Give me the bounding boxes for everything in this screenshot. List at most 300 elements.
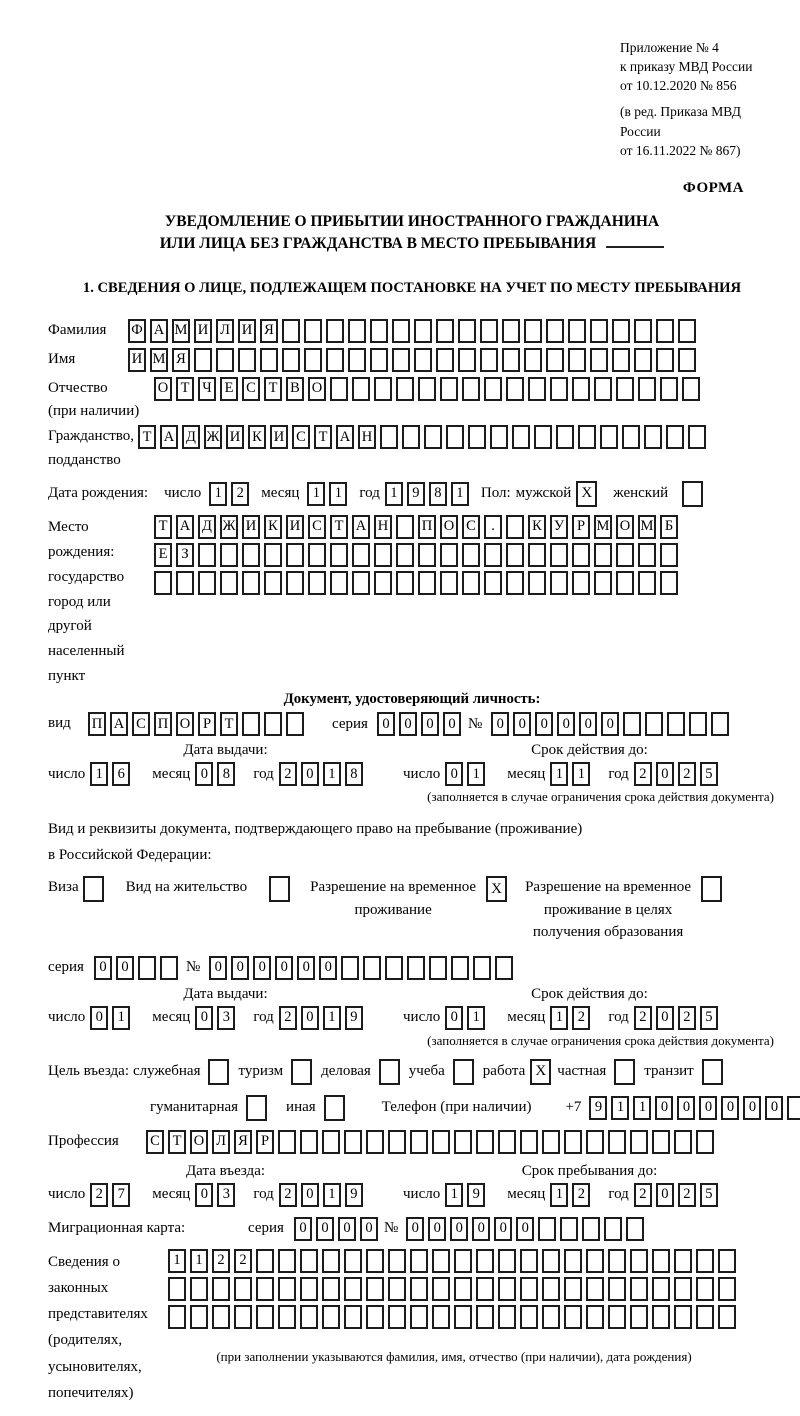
char-cell[interactable] xyxy=(462,543,480,567)
char-cell[interactable]: 0 xyxy=(450,1217,468,1241)
char-cell[interactable]: И xyxy=(270,425,288,449)
char-cell[interactable] xyxy=(344,1130,362,1154)
char-cell[interactable] xyxy=(322,1249,340,1273)
char-cell[interactable] xyxy=(495,956,513,980)
char-cell[interactable] xyxy=(374,377,392,401)
char-cell[interactable]: 8 xyxy=(217,762,235,786)
char-cell[interactable] xyxy=(462,377,480,401)
char-cell[interactable] xyxy=(718,1305,736,1329)
char-cell[interactable]: 0 xyxy=(765,1096,783,1120)
char-cell[interactable] xyxy=(542,1277,560,1301)
char-cell[interactable]: И xyxy=(226,425,244,449)
char-cell[interactable] xyxy=(674,1305,692,1329)
char-cell[interactable] xyxy=(414,319,432,343)
char-cell[interactable]: 1 xyxy=(451,482,469,506)
char-cell[interactable] xyxy=(216,348,234,372)
surname-cells[interactable] xyxy=(128,319,700,343)
char-cell[interactable] xyxy=(696,1305,714,1329)
char-cell[interactable] xyxy=(454,1130,472,1154)
char-cell[interactable] xyxy=(498,1305,516,1329)
char-cell[interactable] xyxy=(326,348,344,372)
char-cell[interactable] xyxy=(622,425,640,449)
char-cell[interactable]: 3 xyxy=(217,1006,235,1030)
char-cell[interactable] xyxy=(385,956,403,980)
char-cell[interactable] xyxy=(242,543,260,567)
char-cell[interactable] xyxy=(344,1277,362,1301)
char-cell[interactable] xyxy=(608,1305,626,1329)
doc-issue-month-cells[interactable] xyxy=(195,762,239,786)
char-cell[interactable]: 0 xyxy=(535,712,553,736)
char-cell[interactable] xyxy=(168,1305,186,1329)
char-cell[interactable]: И xyxy=(286,515,304,539)
char-cell[interactable] xyxy=(308,571,326,595)
char-cell[interactable] xyxy=(674,1277,692,1301)
char-cell[interactable]: Ф xyxy=(128,319,146,343)
char-cell[interactable]: 0 xyxy=(399,712,417,736)
char-cell[interactable]: 0 xyxy=(377,712,395,736)
char-cell[interactable] xyxy=(550,571,568,595)
char-cell[interactable] xyxy=(256,1249,274,1273)
char-cell[interactable] xyxy=(696,1277,714,1301)
char-cell[interactable]: Ч xyxy=(198,377,216,401)
char-cell[interactable]: И xyxy=(242,515,260,539)
purpose-business-checkbox[interactable] xyxy=(379,1059,400,1085)
char-cell[interactable] xyxy=(608,1277,626,1301)
char-cell[interactable]: С xyxy=(462,515,480,539)
char-cell[interactable] xyxy=(363,956,381,980)
char-cell[interactable] xyxy=(667,712,685,736)
char-cell[interactable] xyxy=(512,425,530,449)
char-cell[interactable] xyxy=(711,712,729,736)
char-cell[interactable] xyxy=(451,956,469,980)
sex-female-checkbox[interactable] xyxy=(682,481,703,507)
char-cell[interactable] xyxy=(348,319,366,343)
char-cell[interactable] xyxy=(212,1305,230,1329)
char-cell[interactable] xyxy=(388,1249,406,1273)
char-cell[interactable]: 0 xyxy=(360,1217,378,1241)
purpose-study-checkbox[interactable] xyxy=(453,1059,474,1085)
representatives-row3-cells[interactable] xyxy=(168,1305,740,1329)
char-cell[interactable] xyxy=(138,956,156,980)
char-cell[interactable]: О xyxy=(616,515,634,539)
char-cell[interactable]: 0 xyxy=(579,712,597,736)
birth-place-row3-cells[interactable] xyxy=(154,571,682,595)
rvp-number-cells[interactable] xyxy=(209,956,517,980)
char-cell[interactable]: Е xyxy=(154,543,172,567)
char-cell[interactable]: 0 xyxy=(195,1183,213,1207)
char-cell[interactable]: Ж xyxy=(204,425,222,449)
char-cell[interactable]: 1 xyxy=(572,762,590,786)
migration-number-cells[interactable] xyxy=(406,1217,648,1241)
char-cell[interactable] xyxy=(604,1217,622,1241)
char-cell[interactable]: 1 xyxy=(467,762,485,786)
char-cell[interactable]: К xyxy=(528,515,546,539)
char-cell[interactable] xyxy=(476,1305,494,1329)
char-cell[interactable] xyxy=(678,348,696,372)
char-cell[interactable] xyxy=(586,1130,604,1154)
char-cell[interactable]: Е xyxy=(220,377,238,401)
birth-place-row2-cells[interactable] xyxy=(154,543,682,567)
char-cell[interactable]: 0 xyxy=(743,1096,761,1120)
sex-male-checkbox[interactable]: X xyxy=(576,481,597,507)
char-cell[interactable]: М xyxy=(638,515,656,539)
char-cell[interactable] xyxy=(538,1217,556,1241)
char-cell[interactable] xyxy=(432,1249,450,1273)
char-cell[interactable] xyxy=(718,1277,736,1301)
char-cell[interactable] xyxy=(440,571,458,595)
char-cell[interactable]: О xyxy=(154,377,172,401)
char-cell[interactable] xyxy=(564,1305,582,1329)
char-cell[interactable] xyxy=(154,571,172,595)
char-cell[interactable]: 0 xyxy=(338,1217,356,1241)
char-cell[interactable] xyxy=(341,956,359,980)
char-cell[interactable] xyxy=(392,319,410,343)
char-cell[interactable]: С xyxy=(292,425,310,449)
char-cell[interactable]: 9 xyxy=(589,1096,607,1120)
char-cell[interactable] xyxy=(546,348,564,372)
char-cell[interactable]: А xyxy=(160,425,178,449)
char-cell[interactable] xyxy=(616,571,634,595)
char-cell[interactable] xyxy=(652,1249,670,1273)
char-cell[interactable]: И xyxy=(194,319,212,343)
char-cell[interactable]: 0 xyxy=(513,712,531,736)
char-cell[interactable] xyxy=(586,1249,604,1273)
char-cell[interactable] xyxy=(304,348,322,372)
char-cell[interactable] xyxy=(674,1130,692,1154)
char-cell[interactable] xyxy=(168,1277,186,1301)
char-cell[interactable]: А xyxy=(336,425,354,449)
rvp-issue-day-cells[interactable] xyxy=(90,1006,134,1030)
char-cell[interactable] xyxy=(568,348,586,372)
char-cell[interactable] xyxy=(366,1305,384,1329)
char-cell[interactable] xyxy=(638,377,656,401)
char-cell[interactable]: 1 xyxy=(385,482,403,506)
char-cell[interactable] xyxy=(520,1249,538,1273)
char-cell[interactable] xyxy=(256,1277,274,1301)
char-cell[interactable] xyxy=(330,377,348,401)
char-cell[interactable]: 7 xyxy=(112,1183,130,1207)
char-cell[interactable] xyxy=(352,377,370,401)
char-cell[interactable] xyxy=(564,1249,582,1273)
char-cell[interactable]: 0 xyxy=(319,956,337,980)
char-cell[interactable] xyxy=(718,1249,736,1273)
char-cell[interactable] xyxy=(344,1249,362,1273)
char-cell[interactable]: П xyxy=(418,515,436,539)
char-cell[interactable]: 1 xyxy=(323,762,341,786)
char-cell[interactable] xyxy=(366,1277,384,1301)
char-cell[interactable]: 0 xyxy=(443,712,461,736)
char-cell[interactable]: Ж xyxy=(220,515,238,539)
char-cell[interactable] xyxy=(480,348,498,372)
char-cell[interactable] xyxy=(198,543,216,567)
char-cell[interactable] xyxy=(480,319,498,343)
char-cell[interactable] xyxy=(506,515,524,539)
char-cell[interactable]: 9 xyxy=(407,482,425,506)
char-cell[interactable] xyxy=(572,543,590,567)
char-cell[interactable] xyxy=(572,377,590,401)
char-cell[interactable] xyxy=(440,377,458,401)
char-cell[interactable]: И xyxy=(238,319,256,343)
char-cell[interactable] xyxy=(634,319,652,343)
char-cell[interactable]: Т xyxy=(314,425,332,449)
char-cell[interactable] xyxy=(440,543,458,567)
char-cell[interactable] xyxy=(578,425,596,449)
char-cell[interactable]: Т xyxy=(330,515,348,539)
char-cell[interactable] xyxy=(454,1305,472,1329)
char-cell[interactable] xyxy=(278,1305,296,1329)
char-cell[interactable] xyxy=(220,543,238,567)
char-cell[interactable]: 2 xyxy=(279,1006,297,1030)
entry-year-cells[interactable] xyxy=(279,1183,367,1207)
char-cell[interactable] xyxy=(300,1277,318,1301)
char-cell[interactable] xyxy=(278,1249,296,1273)
char-cell[interactable]: Я xyxy=(234,1130,252,1154)
char-cell[interactable]: 0 xyxy=(301,1183,319,1207)
char-cell[interactable]: С xyxy=(146,1130,164,1154)
char-cell[interactable]: 6 xyxy=(112,762,130,786)
char-cell[interactable] xyxy=(787,1096,800,1120)
char-cell[interactable] xyxy=(352,543,370,567)
char-cell[interactable]: 0 xyxy=(655,1096,673,1120)
char-cell[interactable] xyxy=(432,1277,450,1301)
char-cell[interactable] xyxy=(194,348,212,372)
char-cell[interactable]: 0 xyxy=(316,1217,334,1241)
char-cell[interactable]: Т xyxy=(220,712,238,736)
char-cell[interactable]: 0 xyxy=(557,712,575,736)
char-cell[interactable]: 0 xyxy=(516,1217,534,1241)
char-cell[interactable] xyxy=(396,543,414,567)
char-cell[interactable]: 1 xyxy=(550,762,568,786)
char-cell[interactable] xyxy=(550,543,568,567)
char-cell[interactable] xyxy=(370,348,388,372)
char-cell[interactable] xyxy=(458,348,476,372)
char-cell[interactable]: 0 xyxy=(116,956,134,980)
char-cell[interactable]: Н xyxy=(374,515,392,539)
birth-year-cells[interactable] xyxy=(385,482,473,506)
char-cell[interactable] xyxy=(689,712,707,736)
char-cell[interactable]: Т xyxy=(264,377,282,401)
char-cell[interactable] xyxy=(594,543,612,567)
char-cell[interactable]: 5 xyxy=(700,762,718,786)
char-cell[interactable]: Д xyxy=(198,515,216,539)
char-cell[interactable] xyxy=(212,1277,230,1301)
representatives-row2-cells[interactable] xyxy=(168,1277,740,1301)
char-cell[interactable] xyxy=(344,1305,362,1329)
char-cell[interactable] xyxy=(392,348,410,372)
char-cell[interactable] xyxy=(454,1249,472,1273)
char-cell[interactable] xyxy=(594,377,612,401)
char-cell[interactable]: . xyxy=(484,515,502,539)
char-cell[interactable] xyxy=(286,543,304,567)
char-cell[interactable]: 0 xyxy=(494,1217,512,1241)
stay-day-cells[interactable] xyxy=(445,1183,489,1207)
char-cell[interactable] xyxy=(572,571,590,595)
char-cell[interactable]: 9 xyxy=(345,1006,363,1030)
rvp-valid-year-cells[interactable] xyxy=(634,1006,722,1030)
char-cell[interactable]: 0 xyxy=(656,1183,674,1207)
char-cell[interactable]: 0 xyxy=(445,1006,463,1030)
char-cell[interactable] xyxy=(612,319,630,343)
char-cell[interactable]: 0 xyxy=(445,762,463,786)
rvp-issue-month-cells[interactable] xyxy=(195,1006,239,1030)
doc-valid-day-cells[interactable] xyxy=(445,762,489,786)
char-cell[interactable] xyxy=(418,377,436,401)
char-cell[interactable] xyxy=(432,1305,450,1329)
char-cell[interactable] xyxy=(630,1277,648,1301)
char-cell[interactable]: 1 xyxy=(633,1096,651,1120)
char-cell[interactable]: 0 xyxy=(231,956,249,980)
char-cell[interactable] xyxy=(176,571,194,595)
char-cell[interactable] xyxy=(429,956,447,980)
char-cell[interactable]: 9 xyxy=(345,1183,363,1207)
char-cell[interactable] xyxy=(630,1130,648,1154)
rvp-seriya-cells[interactable] xyxy=(94,956,182,980)
char-cell[interactable]: Б xyxy=(660,515,678,539)
char-cell[interactable] xyxy=(322,1277,340,1301)
char-cell[interactable] xyxy=(550,377,568,401)
char-cell[interactable] xyxy=(304,319,322,343)
rvp-valid-month-cells[interactable] xyxy=(550,1006,594,1030)
char-cell[interactable]: Я xyxy=(172,348,190,372)
char-cell[interactable] xyxy=(682,377,700,401)
char-cell[interactable] xyxy=(674,1249,692,1273)
representatives-row1-cells[interactable] xyxy=(168,1249,740,1273)
char-cell[interactable] xyxy=(260,348,278,372)
char-cell[interactable] xyxy=(468,425,486,449)
char-cell[interactable]: Р xyxy=(572,515,590,539)
char-cell[interactable] xyxy=(534,425,552,449)
char-cell[interactable]: 2 xyxy=(678,1006,696,1030)
char-cell[interactable] xyxy=(424,425,442,449)
char-cell[interactable] xyxy=(608,1130,626,1154)
char-cell[interactable] xyxy=(242,712,260,736)
char-cell[interactable] xyxy=(520,1277,538,1301)
char-cell[interactable]: П xyxy=(154,712,172,736)
char-cell[interactable] xyxy=(626,1217,644,1241)
char-cell[interactable]: А xyxy=(176,515,194,539)
birth-month-cells[interactable] xyxy=(307,482,351,506)
doc-valid-month-cells[interactable] xyxy=(550,762,594,786)
purpose-private-checkbox[interactable] xyxy=(614,1059,635,1085)
char-cell[interactable] xyxy=(198,571,216,595)
char-cell[interactable] xyxy=(506,571,524,595)
char-cell[interactable]: О xyxy=(440,515,458,539)
char-cell[interactable] xyxy=(190,1305,208,1329)
char-cell[interactable] xyxy=(388,1305,406,1329)
char-cell[interactable] xyxy=(322,1305,340,1329)
char-cell[interactable] xyxy=(278,1130,296,1154)
char-cell[interactable]: 0 xyxy=(275,956,293,980)
phone-cells[interactable] xyxy=(589,1096,800,1120)
rvp-valid-day-cells[interactable] xyxy=(445,1006,489,1030)
char-cell[interactable] xyxy=(528,571,546,595)
char-cell[interactable] xyxy=(612,348,630,372)
char-cell[interactable]: 0 xyxy=(491,712,509,736)
char-cell[interactable] xyxy=(660,543,678,567)
char-cell[interactable]: 9 xyxy=(467,1183,485,1207)
char-cell[interactable] xyxy=(234,1305,252,1329)
temporary-residence-education-checkbox[interactable] xyxy=(701,876,722,902)
char-cell[interactable]: 1 xyxy=(90,762,108,786)
char-cell[interactable] xyxy=(688,425,706,449)
char-cell[interactable]: 0 xyxy=(297,956,315,980)
char-cell[interactable] xyxy=(366,1130,384,1154)
char-cell[interactable] xyxy=(476,1277,494,1301)
char-cell[interactable]: 2 xyxy=(634,1183,652,1207)
char-cell[interactable]: 2 xyxy=(234,1249,252,1273)
char-cell[interactable] xyxy=(678,319,696,343)
char-cell[interactable] xyxy=(524,319,542,343)
char-cell[interactable] xyxy=(256,1305,274,1329)
char-cell[interactable] xyxy=(652,1130,670,1154)
char-cell[interactable] xyxy=(564,1130,582,1154)
char-cell[interactable]: 1 xyxy=(323,1183,341,1207)
doc-valid-year-cells[interactable] xyxy=(634,762,722,786)
char-cell[interactable] xyxy=(638,571,656,595)
char-cell[interactable] xyxy=(600,425,618,449)
char-cell[interactable] xyxy=(645,712,663,736)
char-cell[interactable]: Р xyxy=(198,712,216,736)
char-cell[interactable] xyxy=(608,1249,626,1273)
char-cell[interactable] xyxy=(436,319,454,343)
char-cell[interactable] xyxy=(542,1305,560,1329)
char-cell[interactable]: 0 xyxy=(406,1217,424,1241)
char-cell[interactable] xyxy=(454,1277,472,1301)
char-cell[interactable] xyxy=(282,348,300,372)
char-cell[interactable] xyxy=(330,543,348,567)
char-cell[interactable] xyxy=(696,1130,714,1154)
char-cell[interactable]: 1 xyxy=(611,1096,629,1120)
char-cell[interactable]: 2 xyxy=(90,1183,108,1207)
char-cell[interactable] xyxy=(476,1249,494,1273)
char-cell[interactable] xyxy=(528,543,546,567)
char-cell[interactable]: 2 xyxy=(634,762,652,786)
patronymic-cells[interactable] xyxy=(154,377,704,401)
char-cell[interactable] xyxy=(498,1277,516,1301)
char-cell[interactable]: 1 xyxy=(209,482,227,506)
char-cell[interactable]: 3 xyxy=(217,1183,235,1207)
char-cell[interactable] xyxy=(330,571,348,595)
char-cell[interactable] xyxy=(462,571,480,595)
char-cell[interactable]: 2 xyxy=(572,1006,590,1030)
char-cell[interactable] xyxy=(594,571,612,595)
char-cell[interactable] xyxy=(264,543,282,567)
char-cell[interactable] xyxy=(326,319,344,343)
char-cell[interactable] xyxy=(484,377,502,401)
char-cell[interactable] xyxy=(410,1305,428,1329)
purpose-official-checkbox[interactable] xyxy=(208,1059,229,1085)
char-cell[interactable]: 1 xyxy=(445,1183,463,1207)
migration-seriya-cells[interactable] xyxy=(294,1217,382,1241)
char-cell[interactable]: 2 xyxy=(231,482,249,506)
char-cell[interactable] xyxy=(418,571,436,595)
char-cell[interactable]: 0 xyxy=(195,762,213,786)
char-cell[interactable] xyxy=(407,956,425,980)
char-cell[interactable] xyxy=(546,319,564,343)
char-cell[interactable] xyxy=(616,543,634,567)
visa-checkbox[interactable] xyxy=(83,876,104,902)
char-cell[interactable] xyxy=(616,377,634,401)
char-cell[interactable] xyxy=(432,1130,450,1154)
char-cell[interactable]: 2 xyxy=(279,1183,297,1207)
char-cell[interactable] xyxy=(506,543,524,567)
char-cell[interactable] xyxy=(264,712,282,736)
char-cell[interactable]: Н xyxy=(358,425,376,449)
char-cell[interactable] xyxy=(473,956,491,980)
char-cell[interactable] xyxy=(502,319,520,343)
char-cell[interactable] xyxy=(484,571,502,595)
char-cell[interactable] xyxy=(300,1130,318,1154)
